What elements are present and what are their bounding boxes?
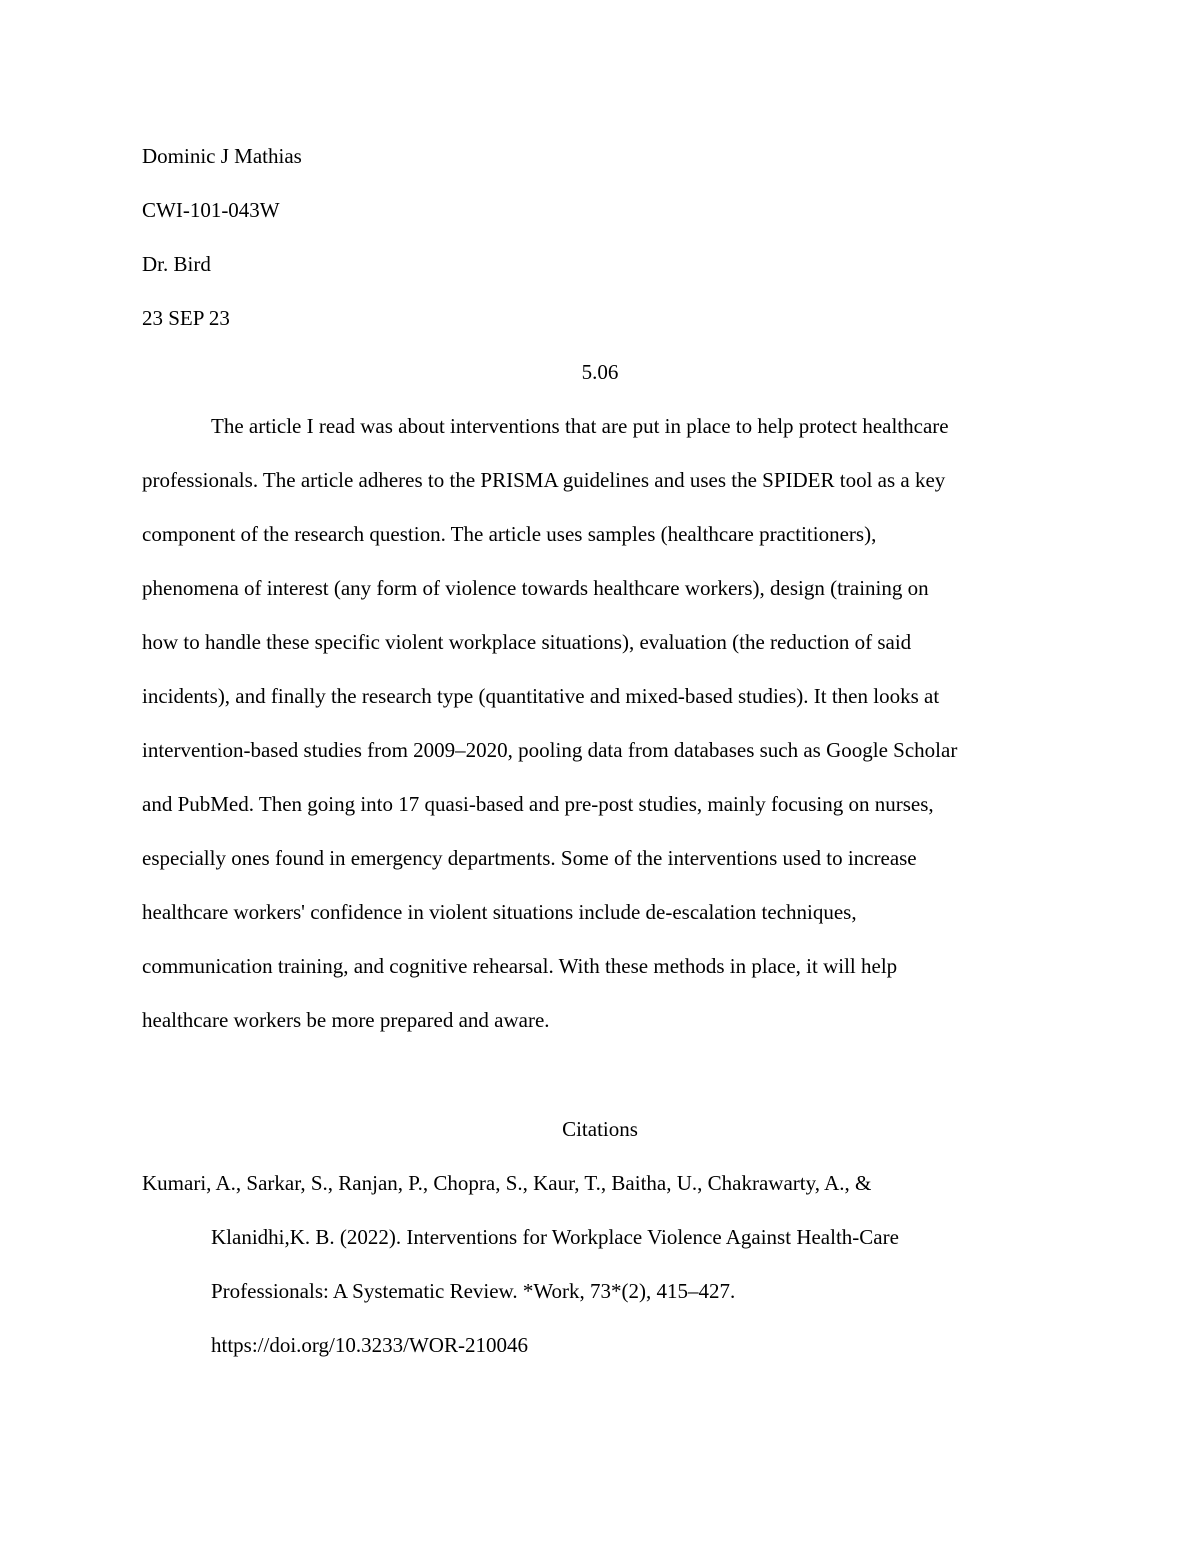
body-line: healthcare workers' confidence in violent situations include de-escalation techniques, xyxy=(142,900,857,924)
document-title: 5.06 xyxy=(581,360,619,384)
body-line: communication training, and cognitive rehearsal. With these methods in place, it will help xyxy=(142,954,898,978)
citations-heading: Citations xyxy=(562,1117,638,1141)
instructor-name: Dr. Bird xyxy=(142,252,211,276)
citation-line: Kumari, A., Sarkar, S., Ranjan, P., Chopra, S., Kaur, T., Baitha, U., Chakrawarty, A., & xyxy=(142,1171,872,1195)
body-line: The article I read was about interventions that are put in place to help protect healthcare xyxy=(211,414,949,438)
body-line: and PubMed. Then going into 17 quasi-based and pre-post studies, mainly focusing on nurses, xyxy=(142,792,934,816)
body-line: how to handle these specific violent workplace situations), evaluation (the reduction of said xyxy=(142,630,912,654)
citation-line: Professionals: A Systematic Review. *Work, 73*(2), 415–427. xyxy=(211,1279,736,1303)
body-line: intervention-based studies from 2009–2020, pooling data from databases such as Google Scholar xyxy=(142,738,958,762)
body-line: professionals. The article adheres to the PRISMA guidelines and uses the SPIDER tool as a key xyxy=(142,468,946,492)
body-line: healthcare workers be more prepared and aware. xyxy=(142,1008,550,1032)
body-line: especially ones found in emergency departments. Some of the interventions used to increase xyxy=(142,846,917,870)
document-date: 23 SEP 23 xyxy=(142,306,230,330)
citation-doi-link[interactable]: https://doi.org/10.3233/WOR-210046 xyxy=(211,1333,528,1357)
author-name: Dominic J Mathias xyxy=(142,144,302,168)
body-line: phenomena of interest (any form of violence towards healthcare workers), design (training on xyxy=(142,576,929,600)
citation-line: Klanidhi,K. B. (2022). Interventions for Workplace Violence Against Health-Care xyxy=(211,1225,899,1249)
body-line: incidents), and finally the research type (quantitative and mixed-based studies). It then looks at xyxy=(142,684,940,708)
body-line: component of the research question. The article uses samples (healthcare practitioners), xyxy=(142,522,877,546)
course-code: CWI-101-043W xyxy=(142,198,280,222)
